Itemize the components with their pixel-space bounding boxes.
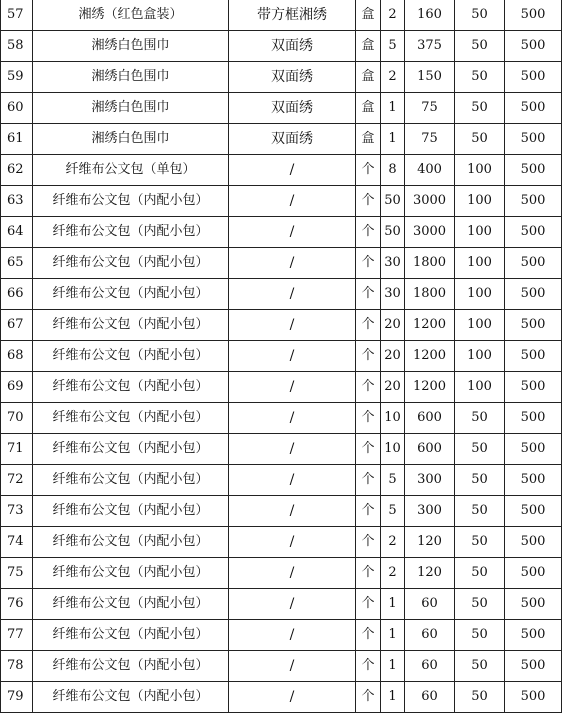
row-number-cell: 61 xyxy=(1,124,33,155)
limit-cell: 500 xyxy=(505,279,562,310)
total-amount-cell: 300 xyxy=(405,465,455,496)
row-number-cell: 63 xyxy=(1,186,33,217)
unit-price-cell: 100 xyxy=(455,248,505,279)
limit-cell: 500 xyxy=(505,682,562,713)
quantity-cell: 5 xyxy=(381,31,405,62)
total-amount-cell: 75 xyxy=(405,93,455,124)
limit-cell: 500 xyxy=(505,589,562,620)
item-name-cell: 纤维布公文包（内配小包） xyxy=(33,341,229,372)
table-row xyxy=(1,527,562,558)
total-amount-cell: 600 xyxy=(405,403,455,434)
table-row xyxy=(1,155,562,186)
quantity-cell: 1 xyxy=(381,620,405,651)
table-row xyxy=(1,279,562,310)
limit-cell: 500 xyxy=(505,434,562,465)
table-row xyxy=(1,558,562,589)
quantity-cell: 10 xyxy=(381,434,405,465)
unit-price-cell: 50 xyxy=(455,496,505,527)
item-name-cell: 纤维布公文包（内配小包） xyxy=(33,496,229,527)
limit-cell: 500 xyxy=(505,403,562,434)
item-name-cell: 纤维布公文包（内配小包） xyxy=(33,403,229,434)
total-amount-cell: 160 xyxy=(405,0,455,31)
unit-cell: 个 xyxy=(356,341,381,372)
quantity-cell: 50 xyxy=(381,217,405,248)
unit-price-cell: 50 xyxy=(455,682,505,713)
row-number-cell: 79 xyxy=(1,682,33,713)
row-number-cell: 59 xyxy=(1,62,33,93)
specification-cell: / xyxy=(229,589,356,620)
specification-cell: 双面绣 xyxy=(229,62,356,93)
unit-price-cell: 50 xyxy=(455,465,505,496)
quantity-cell: 30 xyxy=(381,279,405,310)
unit-cell: 个 xyxy=(356,403,381,434)
specification-cell: / xyxy=(229,527,356,558)
specification-cell: 双面绣 xyxy=(229,93,356,124)
total-amount-cell: 600 xyxy=(405,434,455,465)
limit-cell: 500 xyxy=(505,62,562,93)
row-number-cell: 71 xyxy=(1,434,33,465)
item-name-cell: 纤维布公文包（内配小包） xyxy=(33,186,229,217)
unit-price-cell: 50 xyxy=(455,527,505,558)
table-row xyxy=(1,372,562,403)
table-row xyxy=(1,217,562,248)
specification-cell: / xyxy=(229,620,356,651)
item-name-cell: 纤维布公文包（内配小包） xyxy=(33,465,229,496)
total-amount-cell: 1200 xyxy=(405,310,455,341)
unit-cell: 个 xyxy=(356,434,381,465)
quantity-cell: 1 xyxy=(381,124,405,155)
specification-cell: / xyxy=(229,682,356,713)
unit-cell: 个 xyxy=(356,372,381,403)
specification-cell: / xyxy=(229,279,356,310)
unit-cell: 个 xyxy=(356,589,381,620)
unit-price-cell: 50 xyxy=(455,403,505,434)
total-amount-cell: 75 xyxy=(405,124,455,155)
specification-cell: / xyxy=(229,496,356,527)
table-row xyxy=(1,248,562,279)
total-amount-cell: 1200 xyxy=(405,372,455,403)
unit-cell: 个 xyxy=(356,279,381,310)
unit-cell: 个 xyxy=(356,496,381,527)
specification-cell: / xyxy=(229,186,356,217)
item-name-cell: 纤维布公文包（内配小包） xyxy=(33,310,229,341)
table-row xyxy=(1,124,562,155)
quantity-cell: 1 xyxy=(381,589,405,620)
total-amount-cell: 3000 xyxy=(405,186,455,217)
unit-cell: 个 xyxy=(356,465,381,496)
unit-price-cell: 50 xyxy=(455,558,505,589)
item-name-cell: 湘绣白色围巾 xyxy=(33,93,229,124)
limit-cell: 500 xyxy=(505,124,562,155)
item-name-cell: 纤维布公文包（内配小包） xyxy=(33,527,229,558)
unit-cell: 个 xyxy=(356,620,381,651)
total-amount-cell: 1800 xyxy=(405,279,455,310)
specification-cell: / xyxy=(229,558,356,589)
quantity-cell: 1 xyxy=(381,682,405,713)
row-number-cell: 64 xyxy=(1,217,33,248)
table-row xyxy=(1,465,562,496)
quantity-cell: 20 xyxy=(381,310,405,341)
limit-cell: 500 xyxy=(505,93,562,124)
table-row xyxy=(1,682,562,713)
unit-price-cell: 100 xyxy=(455,341,505,372)
unit-cell: 个 xyxy=(356,558,381,589)
row-number-cell: 58 xyxy=(1,31,33,62)
unit-cell: 盒 xyxy=(356,62,381,93)
unit-price-cell: 100 xyxy=(455,155,505,186)
specification-cell: / xyxy=(229,465,356,496)
limit-cell: 500 xyxy=(505,341,562,372)
unit-price-cell: 50 xyxy=(455,93,505,124)
specification-cell: 双面绣 xyxy=(229,124,356,155)
table-row xyxy=(1,62,562,93)
total-amount-cell: 60 xyxy=(405,682,455,713)
specification-cell: / xyxy=(229,217,356,248)
row-number-cell: 78 xyxy=(1,651,33,682)
row-number-cell: 76 xyxy=(1,589,33,620)
item-name-cell: 纤维布公文包（内配小包） xyxy=(33,279,229,310)
table-row xyxy=(1,434,562,465)
unit-price-cell: 50 xyxy=(455,124,505,155)
quantity-cell: 8 xyxy=(381,155,405,186)
specification-cell: / xyxy=(229,155,356,186)
total-amount-cell: 60 xyxy=(405,589,455,620)
table-row xyxy=(1,31,562,62)
unit-cell: 个 xyxy=(356,651,381,682)
row-number-cell: 70 xyxy=(1,403,33,434)
limit-cell: 500 xyxy=(505,651,562,682)
item-name-cell: 纤维布公文包（内配小包） xyxy=(33,620,229,651)
limit-cell: 500 xyxy=(505,465,562,496)
table-row xyxy=(1,341,562,372)
item-name-cell: 湘绣白色围巾 xyxy=(33,31,229,62)
table-body xyxy=(1,0,562,713)
table-row xyxy=(1,589,562,620)
unit-cell: 个 xyxy=(356,155,381,186)
limit-cell: 500 xyxy=(505,527,562,558)
specification-cell: / xyxy=(229,434,356,465)
unit-price-cell: 50 xyxy=(455,589,505,620)
quantity-cell: 2 xyxy=(381,0,405,31)
total-amount-cell: 60 xyxy=(405,651,455,682)
unit-cell: 个 xyxy=(356,310,381,341)
limit-cell: 500 xyxy=(505,372,562,403)
row-number-cell: 62 xyxy=(1,155,33,186)
table-row xyxy=(1,620,562,651)
specification-cell: / xyxy=(229,341,356,372)
row-number-cell: 77 xyxy=(1,620,33,651)
total-amount-cell: 150 xyxy=(405,62,455,93)
table-row xyxy=(1,496,562,527)
row-number-cell: 69 xyxy=(1,372,33,403)
unit-price-cell: 50 xyxy=(455,434,505,465)
unit-price-cell: 50 xyxy=(455,0,505,31)
row-number-cell: 67 xyxy=(1,310,33,341)
unit-cell: 盒 xyxy=(356,31,381,62)
quantity-cell: 20 xyxy=(381,372,405,403)
row-number-cell: 68 xyxy=(1,341,33,372)
specification-cell: 双面绣 xyxy=(229,31,356,62)
specification-cell: / xyxy=(229,651,356,682)
quantity-cell: 5 xyxy=(381,496,405,527)
limit-cell: 500 xyxy=(505,558,562,589)
limit-cell: 500 xyxy=(505,155,562,186)
quantity-cell: 10 xyxy=(381,403,405,434)
item-name-cell: 纤维布公文包（内配小包） xyxy=(33,434,229,465)
specification-cell: 带方框湘绣 xyxy=(229,0,356,31)
item-name-cell: 纤维布公文包（内配小包） xyxy=(33,248,229,279)
quantity-cell: 5 xyxy=(381,465,405,496)
unit-cell: 盒 xyxy=(356,0,381,31)
quantity-cell: 2 xyxy=(381,527,405,558)
unit-price-cell: 100 xyxy=(455,279,505,310)
limit-cell: 500 xyxy=(505,31,562,62)
quantity-cell: 50 xyxy=(381,186,405,217)
quantity-cell: 30 xyxy=(381,248,405,279)
row-number-cell: 72 xyxy=(1,465,33,496)
row-number-cell: 66 xyxy=(1,279,33,310)
row-number-cell: 57 xyxy=(1,0,33,31)
limit-cell: 500 xyxy=(505,217,562,248)
table-row xyxy=(1,403,562,434)
item-name-cell: 湘绣白色围巾 xyxy=(33,124,229,155)
total-amount-cell: 375 xyxy=(405,31,455,62)
quantity-cell: 2 xyxy=(381,558,405,589)
unit-cell: 个 xyxy=(356,217,381,248)
unit-cell: 个 xyxy=(356,186,381,217)
quantity-cell: 20 xyxy=(381,341,405,372)
table-row xyxy=(1,93,562,124)
item-name-cell: 纤维布公文包（内配小包） xyxy=(33,682,229,713)
table-row xyxy=(1,310,562,341)
total-amount-cell: 1200 xyxy=(405,341,455,372)
unit-price-cell: 50 xyxy=(455,651,505,682)
table-row xyxy=(1,186,562,217)
specification-cell: / xyxy=(229,403,356,434)
item-name-cell: 纤维布公文包（内配小包） xyxy=(33,651,229,682)
total-amount-cell: 300 xyxy=(405,496,455,527)
total-amount-cell: 400 xyxy=(405,155,455,186)
unit-price-cell: 100 xyxy=(455,372,505,403)
unit-cell: 个 xyxy=(356,527,381,558)
item-name-cell: 湘绣白色围巾 xyxy=(33,62,229,93)
unit-price-cell: 100 xyxy=(455,310,505,341)
row-number-cell: 75 xyxy=(1,558,33,589)
quantity-cell: 2 xyxy=(381,62,405,93)
limit-cell: 500 xyxy=(505,0,562,31)
unit-cell: 个 xyxy=(356,248,381,279)
limit-cell: 500 xyxy=(505,310,562,341)
unit-cell: 盒 xyxy=(356,124,381,155)
quantity-cell: 1 xyxy=(381,651,405,682)
limit-cell: 500 xyxy=(505,186,562,217)
unit-price-cell: 50 xyxy=(455,31,505,62)
row-number-cell: 60 xyxy=(1,93,33,124)
total-amount-cell: 120 xyxy=(405,527,455,558)
row-number-cell: 74 xyxy=(1,527,33,558)
unit-price-cell: 50 xyxy=(455,62,505,93)
total-amount-cell: 3000 xyxy=(405,217,455,248)
item-name-cell: 湘绣（红色盒装） xyxy=(33,0,229,31)
table-row xyxy=(1,651,562,682)
limit-cell: 500 xyxy=(505,496,562,527)
total-amount-cell: 60 xyxy=(405,620,455,651)
unit-price-cell: 100 xyxy=(455,217,505,248)
unit-cell: 个 xyxy=(356,682,381,713)
total-amount-cell: 1800 xyxy=(405,248,455,279)
unit-cell: 盒 xyxy=(356,93,381,124)
total-amount-cell: 120 xyxy=(405,558,455,589)
row-number-cell: 73 xyxy=(1,496,33,527)
quantity-cell: 1 xyxy=(381,93,405,124)
specification-cell: / xyxy=(229,248,356,279)
item-name-cell: 纤维布公文包（单包） xyxy=(33,155,229,186)
table-row xyxy=(1,0,562,31)
item-name-cell: 纤维布公文包（内配小包） xyxy=(33,589,229,620)
specification-cell: / xyxy=(229,310,356,341)
specification-cell: / xyxy=(229,372,356,403)
unit-price-cell: 50 xyxy=(455,620,505,651)
item-name-cell: 纤维布公文包（内配小包） xyxy=(33,558,229,589)
unit-price-cell: 100 xyxy=(455,186,505,217)
limit-cell: 500 xyxy=(505,620,562,651)
limit-cell: 500 xyxy=(505,248,562,279)
row-number-cell: 65 xyxy=(1,248,33,279)
item-name-cell: 纤维布公文包（内配小包） xyxy=(33,372,229,403)
item-name-cell: 纤维布公文包（内配小包） xyxy=(33,217,229,248)
